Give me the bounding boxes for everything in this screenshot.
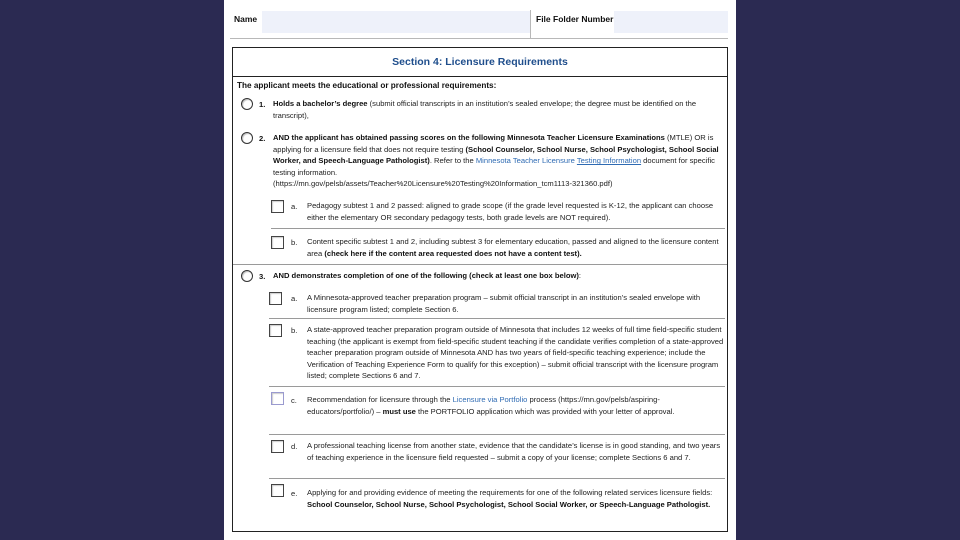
item-3c-text-1: Recommendation for licensure through the: [307, 395, 453, 404]
checkbox-3d[interactable]: [271, 440, 284, 453]
item-1-rest: (submit official transcripts in an institution’s sealed envelope; the degree must be identified on the transcript),: [273, 99, 697, 120]
item-3-number: 3.: [259, 272, 266, 281]
item-2-url: (https://mn.gov/pelsb/assets/Teacher%20Licensure%20Testing%20Information_tcm1113-321360.pdf): [273, 179, 613, 189]
portfolio-link[interactable]: Licensure via Portfolio: [452, 395, 528, 404]
checkbox-2a[interactable]: [271, 200, 284, 213]
name-label: Name: [234, 14, 258, 24]
checkbox-3e[interactable]: [271, 484, 284, 497]
item-2b-text-main: Content specific subtest 1 and 2, including subtest 3 for elementary education, passed and aligned to the licensure content area: [307, 237, 719, 258]
item-3-text: [273, 270, 725, 282]
item-3c-bold: must use: [382, 406, 416, 416]
item-3e-text: [307, 487, 725, 510]
item-3d-text: A professional teaching license from another state, evidence that the candidate’s license is in good standing, and two years of teaching experience in the licensure field requested – submit a copy of your license; complete Sections 6 and 7.: [307, 441, 721, 462]
section-intro: The applicant meets the educational or professional requirements:: [237, 81, 497, 90]
divider-3a: [269, 318, 725, 319]
file-folder-label: File Folder Number: [536, 14, 614, 24]
item-2a-text: Pedagogy subtest 1 and 2 passed: aligned to grade scope (if the grade level requested is K-12, the applicant can choose either the elementary OR secondary pedagogy tests, both grade levels are NOT required).: [307, 201, 714, 222]
divider-2a: [271, 228, 725, 229]
item-3c-letter: c.: [291, 396, 297, 405]
item-3a-letter: a.: [291, 294, 298, 303]
item-2-text-3: document for specific testing information.: [273, 156, 715, 177]
form-page: [224, 0, 736, 540]
checkbox-3c[interactable]: [271, 392, 284, 405]
item-2-text: [273, 132, 725, 190]
item-3c-text-2: process (https://mn.gov/pelsb/aspiring-educators/portfolio/) –: [307, 395, 660, 416]
item-2b-text: [307, 236, 725, 259]
item-1-bold: Holds a bachelor’s degree: [273, 99, 368, 108]
testing-link-part-1[interactable]: Minnesota Teacher Licensure: [475, 156, 575, 166]
checkbox-2b[interactable]: [271, 236, 284, 249]
divider-3d: [269, 478, 725, 479]
name-field[interactable]: [262, 11, 530, 33]
item-3b-letter: b.: [291, 326, 298, 335]
form-header: [230, 10, 728, 39]
item-2b-letter: b.: [291, 238, 298, 247]
checkbox-3a[interactable]: [269, 292, 282, 305]
item-3c-text: [307, 394, 725, 417]
item-3e-letter: e.: [291, 489, 298, 498]
radio-item-1[interactable]: [241, 98, 253, 110]
item-3d-letter: d.: [291, 442, 298, 451]
header-divider: [530, 10, 531, 38]
item-3e-bold: School Counselor, School Nurse, School Psychologist, School Social Worker, or Speech-Language Pathologist.: [307, 499, 711, 509]
file-folder-field[interactable]: [614, 11, 728, 33]
radio-item-2[interactable]: [241, 132, 253, 144]
testing-link-part-2[interactable]: Testing Information: [576, 156, 642, 166]
item-3-bold: AND demonstrates completion of one of the following (check at least one box below): [273, 271, 579, 280]
radio-item-3[interactable]: [241, 270, 253, 282]
item-3a-text: A Minnesota-approved teacher preparation program – submit official transcript in an institution’s sealed envelope with licensure program listed; complete Section 6.: [307, 293, 701, 314]
item-2-number: 2.: [259, 134, 266, 143]
item-2-text-1: (MTLE) OR is applying for a licensure field that does not require testing: [273, 133, 714, 154]
item-3e-text-main: Applying for and providing evidence of meeting the requirements for one of the following related services licensure fields:: [307, 488, 713, 497]
item-2b-bold: (check here if the content area requested does not have a content test).: [324, 248, 582, 258]
item-2a-letter: a.: [291, 202, 298, 211]
divider-item-2: [233, 264, 727, 265]
item-2-text-2: . Refer to the: [429, 156, 476, 166]
item-2-bold-2: (School Counselor, School Nurse, School Psychologist, School Social Worker, and Speech-Language Pathologist): [273, 144, 719, 166]
item-1-text: [273, 98, 713, 121]
checkbox-3b[interactable]: [269, 324, 282, 337]
item-2-bold-1: AND the applicant has obtained passing scores on the following Minnesota Teacher Licensure Examinations: [273, 133, 665, 142]
item-3b-text: A state-approved teacher preparation program outside of Minnesota that includes 12 weeks of full time field-specific student teaching (the applicant is exempt from field-specific student teaching if the candidate verifies completion of a state-approved teacher preparation program outside of Minnesota AND has two years of field-specific teaching experience; include the Verification of Teaching Experience Form to qualify for this exception) – submit official transcript with the licensure program listed; complete Sections 6 and 7.: [307, 325, 724, 381]
divider-3b: [269, 386, 725, 387]
divider-3c: [269, 434, 725, 435]
item-3-colon: :: [578, 271, 582, 280]
section-4-box: [232, 47, 728, 532]
item-3c-text-3: the PORTFOLIO application which was provided with your letter of approval.: [415, 406, 675, 416]
item-1-number: 1.: [259, 100, 266, 109]
section-title: Section 4: Licensure Requirements: [233, 48, 727, 77]
